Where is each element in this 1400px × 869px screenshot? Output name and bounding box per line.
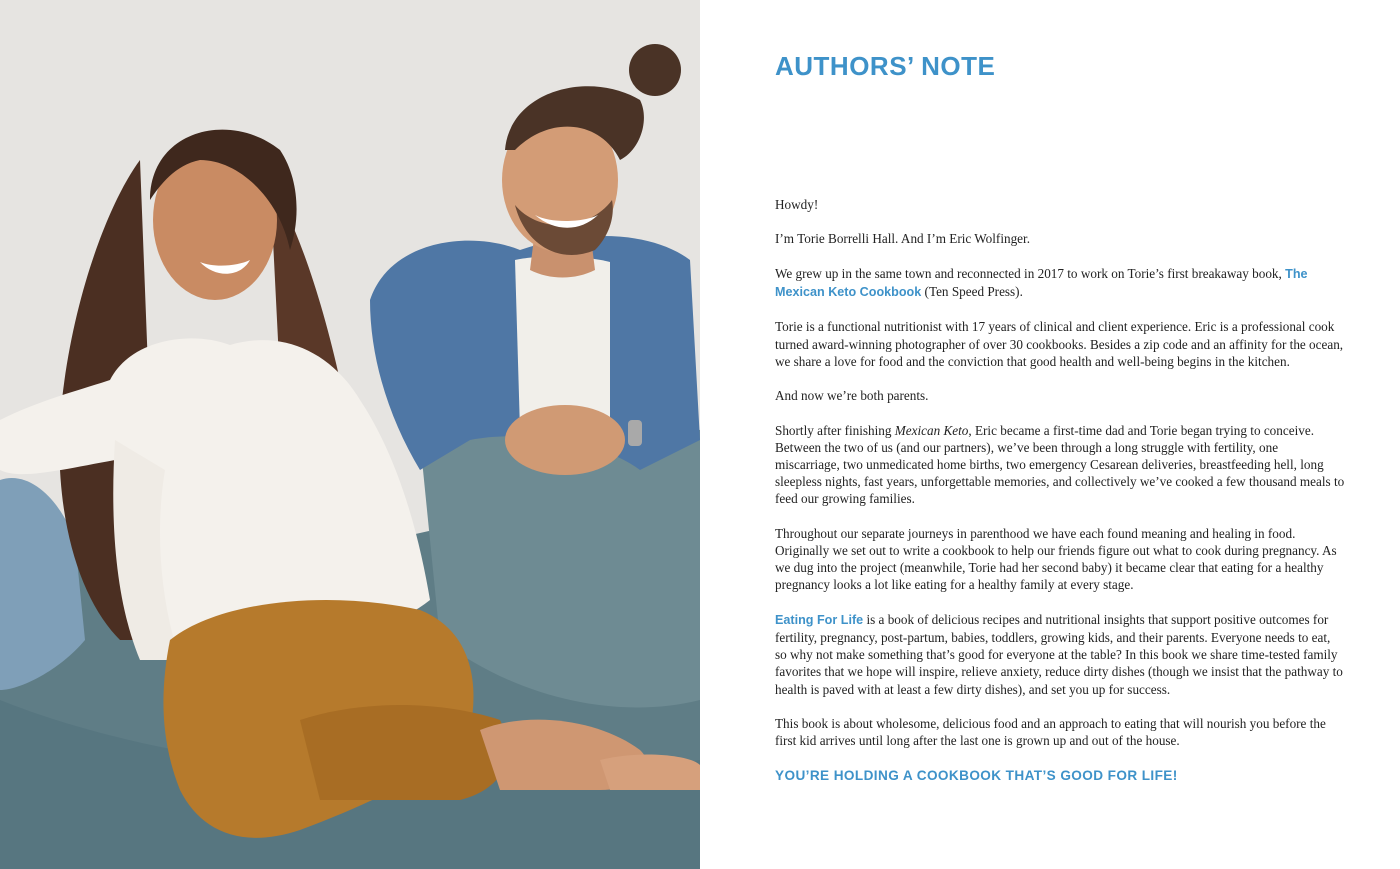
mexican-keto-cookbook-link[interactable]: The Mexican Keto Cookbook: [775, 266, 1308, 299]
book-title-italic: Mexican Keto: [894, 422, 969, 438]
closing-line: YOU’RE HOLDING A COOKBOOK THAT’S GOOD FOR LIFE!: [775, 767, 1178, 783]
paragraph-meaning: Throughout our separate journeys in parenthood we have each found meaning and healing in food. Originally we set out to write a cookbook to help our friends figure out what to cook during pregnancy. As we dug into the project (meanwhile, Torie had her second baby) it became clear that eating for a healthy pregnancy looks a lot like eating for a healthy family at every stage.: [775, 525, 1337, 593]
greeting: Howdy!: [775, 197, 819, 212]
paragraph-text: Shortly after finishing: [775, 422, 892, 438]
paragraph-about-authors: Torie is a functional nutritionist with 17 years of clinical and client experience. Eric is a professional cook turned award-winning photographer of over 30 cookbooks. Besides a zip code and an affinity for the ocean, we share a love for food and the conviction that good health and well-being begins in the kitchen.: [775, 319, 1344, 369]
intro-paragraph: I’m Torie Borrelli Hall. And I’m Eric Wolfinger.: [775, 231, 1030, 247]
note-body: [775, 196, 1345, 801]
eating-for-life-link[interactable]: Eating For Life: [775, 612, 864, 627]
paragraph-parents: And now we’re both parents.: [775, 388, 929, 404]
paragraph-text: is a book of delicious recipes and nutritional insights that support positive outcomes for fertility, pregnancy, post-partum, babies, toddlers, growing kids, and their parents. Everyone needs to eat, so why not make something that’s good for everyone at the table? In this book we share time-tested family favorites that we hope will inspire, relieve anxiety, reduce dirty dishes (though we insist that the pathway to health is paved with at least a few dirty dishes), and set you up for success.: [775, 611, 1343, 697]
paragraph-eating-for-life: [775, 611, 1345, 698]
page-title: AUTHORS’ NOTE: [775, 51, 996, 81]
paragraph-journey: [775, 422, 1345, 508]
paragraph-text: , Eric became a first-time dad and Torie began trying to conceive. Between the two of us (and our partners), we’ve been through a long struggle with fertility, one miscarriage, two unmedicated home births, two emergency Cesarean deliveries, breastfeeding hell, long sleepless nights, fast years, unforgettable memories, and collectively we’ve cooked a few thousand meals to feed our growing families.: [775, 422, 1345, 507]
paragraph-text: (Ten Speed Press).: [924, 283, 1023, 299]
paragraph-wholesome: This book is about wholesome, delicious food and an approach to eating that will nourish you before the first kid arrives until long after the last one is grown up and out of the house.: [775, 715, 1326, 749]
paragraph-text: We grew up in the same town and reconnected in 2017 to work on Torie’s first breakaway book,: [775, 265, 1282, 281]
paragraph-first-book: [775, 265, 1345, 301]
authors-note-page: [700, 0, 1400, 869]
